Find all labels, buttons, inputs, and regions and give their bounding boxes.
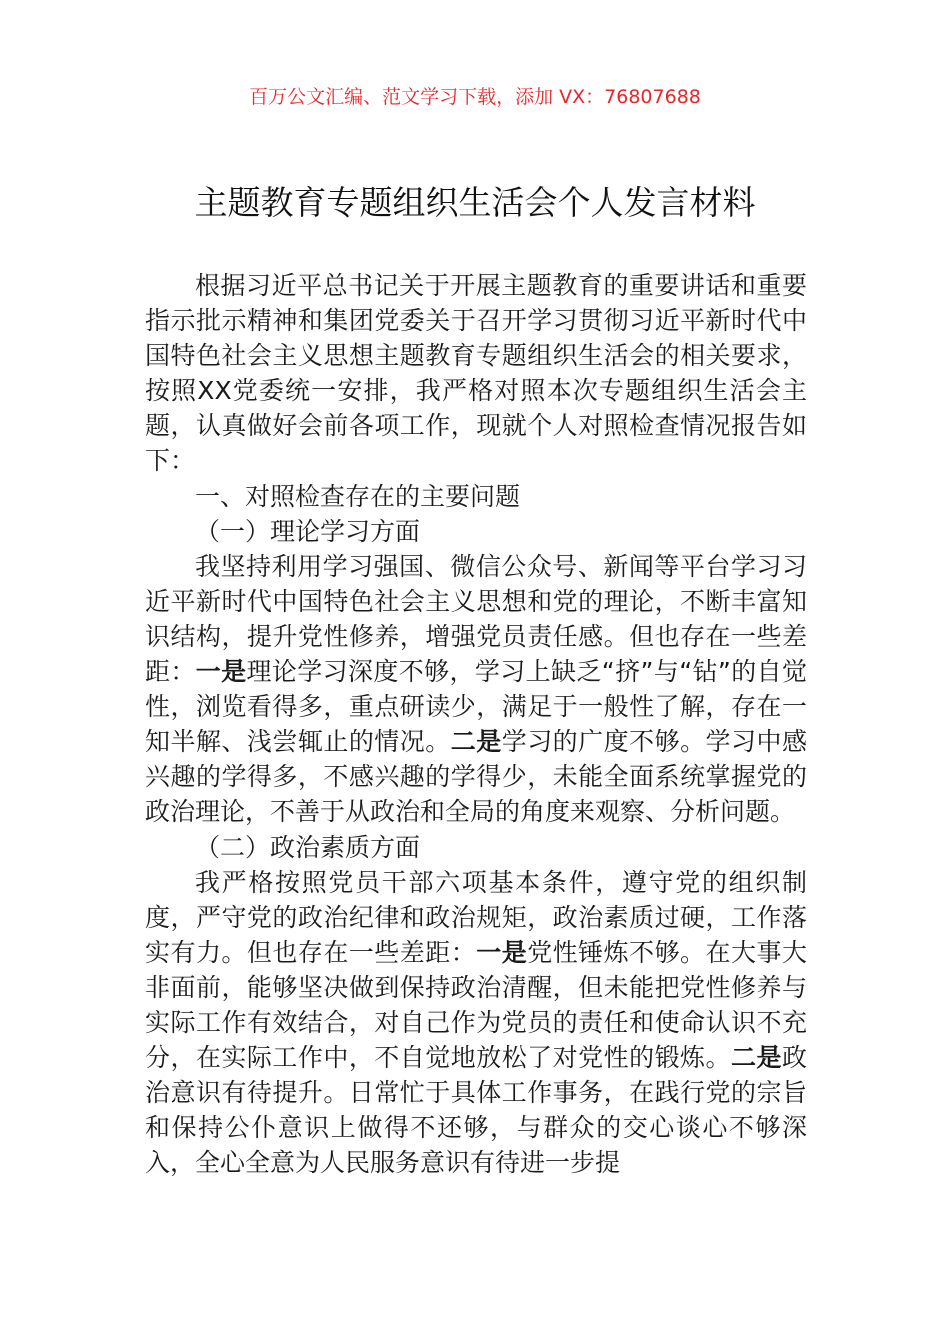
paragraph-text: 学习的广度不够。学习中感兴趣的学得多，不感兴趣的学得少，未能全面系统掌握党的政治理论，不善于从政治和全局的角度来观察、分析问题。 bbox=[145, 727, 807, 827]
intro-paragraph: 根据习近平总书记关于开展主题教育的重要讲话和重要指示批示精神和集团党委关于召开学习贯彻习近平新时代中国特色社会主义思想主题教育专题组织生活会的相关要求，按照XX党委统一安排，我严格对照本次专题组织生活会主题，认真做好会前各项工作，现就个人对照检查情况报告如下： bbox=[145, 271, 807, 476]
document-body bbox=[145, 268, 807, 1180]
subsection-heading-theory: （一）理论学习方面 bbox=[195, 516, 421, 546]
document-title: 主题教育专题组织生活会个人发言材料 bbox=[194, 183, 756, 222]
paragraph-text: 我严格按照党员干部六项基本条件，遵守党的组织制度，严守党的政治纪律和政治规矩，政治素质过硬，工作落实有力。但也存在一些差距： bbox=[145, 867, 807, 967]
bold-marker: 一是 bbox=[476, 937, 528, 967]
bold-marker: 一是 bbox=[195, 657, 247, 687]
paragraph-theory bbox=[145, 549, 807, 830]
paragraph-politics bbox=[145, 865, 807, 1181]
header-note: 百万公文汇编、范文学习下载，添加 VX：76807688 bbox=[249, 86, 701, 108]
paragraph-text: 我坚持利用学习强国、微信公众号、新闻等平台学习习近平新时代中国特色社会主义思想和党的理论，不断丰富知识结构，提升党性修养，增强党员责任感。但也存在一些差距： bbox=[145, 551, 807, 687]
bold-marker: 二是 bbox=[731, 1043, 782, 1073]
paragraph-text: 党性锤炼不够。在大事大非面前，能够坚决做到保持政治清醒，但未能把党性修养与实际工作有效结合，对自己作为党员的责任和使命认识不充分，在实际工作中，不自觉地放松了对党性的锻炼。 bbox=[145, 937, 807, 1073]
paragraph-text: 政治意识有待提升。日常忙于具体工作事务，在践行党的宗旨和保持公仆意识上做得不还够，与群众的交心谈心不够深入，全心全意为人民服务意识有待进一步提 bbox=[145, 1043, 807, 1178]
subsection-heading-politics: （二）政治素质方面 bbox=[195, 832, 421, 862]
section-heading: 一、对照检查存在的主要问题 bbox=[195, 481, 521, 511]
bold-marker: 二是 bbox=[450, 727, 502, 757]
paragraph-text: 理论学习深度不够，学习上缺乏“挤”与“钻”的自觉性，浏览看得多，重点研读少，满足于一般性了解，存在一知半解、浅尝辄止的情况。 bbox=[145, 657, 807, 757]
